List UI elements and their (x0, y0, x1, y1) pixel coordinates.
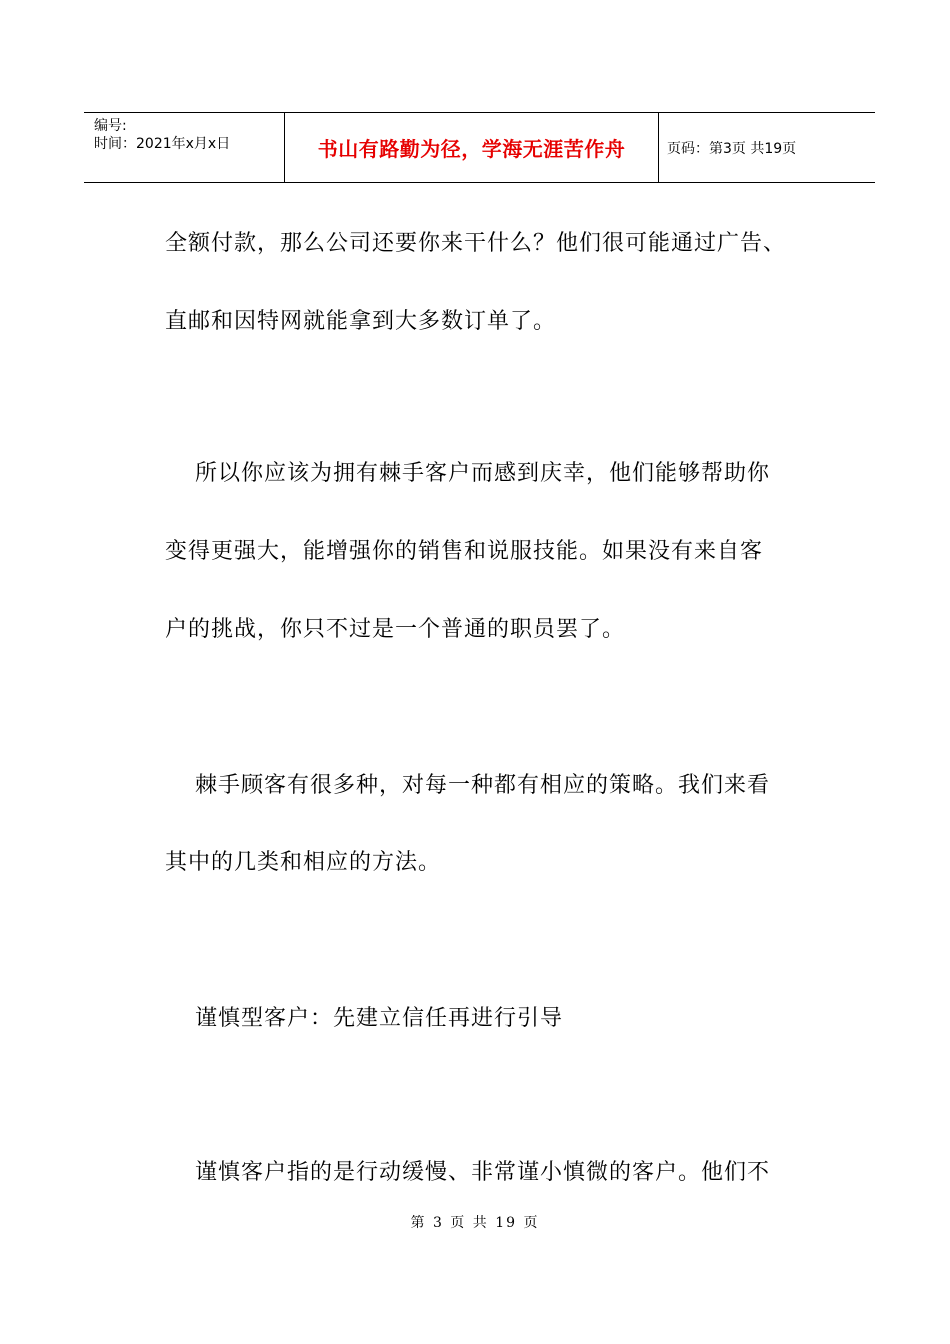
body-line: 户的挑战，你只不过是一个普通的职员罢了。 (165, 617, 626, 642)
body-line: 其中的几类和相应的方法。 (165, 850, 442, 875)
document-number-label: 编号: (94, 118, 127, 134)
header-motto: 书山有路勤为径，学海无涯苦作舟 (317, 137, 626, 161)
page-footer: 第 3 页 共 19 页 (410, 1215, 540, 1231)
body-line: 所以你应该为拥有棘手客户而感到庆幸，他们能够帮助你 (195, 461, 771, 486)
header-page-code: 页码：第3页 共19页 (667, 140, 797, 157)
body-line: 棘手顾客有很多种，对每一种都有相应的策略。我们来看 (195, 773, 771, 798)
body-line: 全额付款，那么公司还要你来干什么？他们很可能通过广告、 (165, 231, 787, 256)
section-heading: 谨慎型客户：先建立信任再进行引导 (195, 1006, 564, 1031)
body-line: 直邮和因特网就能拿到大多数订单了。 (165, 309, 557, 334)
body-line: 谨慎客户指的是行动缓慢、非常谨小慎微的客户。他们不 (195, 1160, 771, 1185)
body-line: 变得更强大，能增强你的销售和说服技能。如果没有来自客 (165, 539, 764, 564)
document-time-label: 时间：2021年x月x日 (94, 136, 231, 152)
